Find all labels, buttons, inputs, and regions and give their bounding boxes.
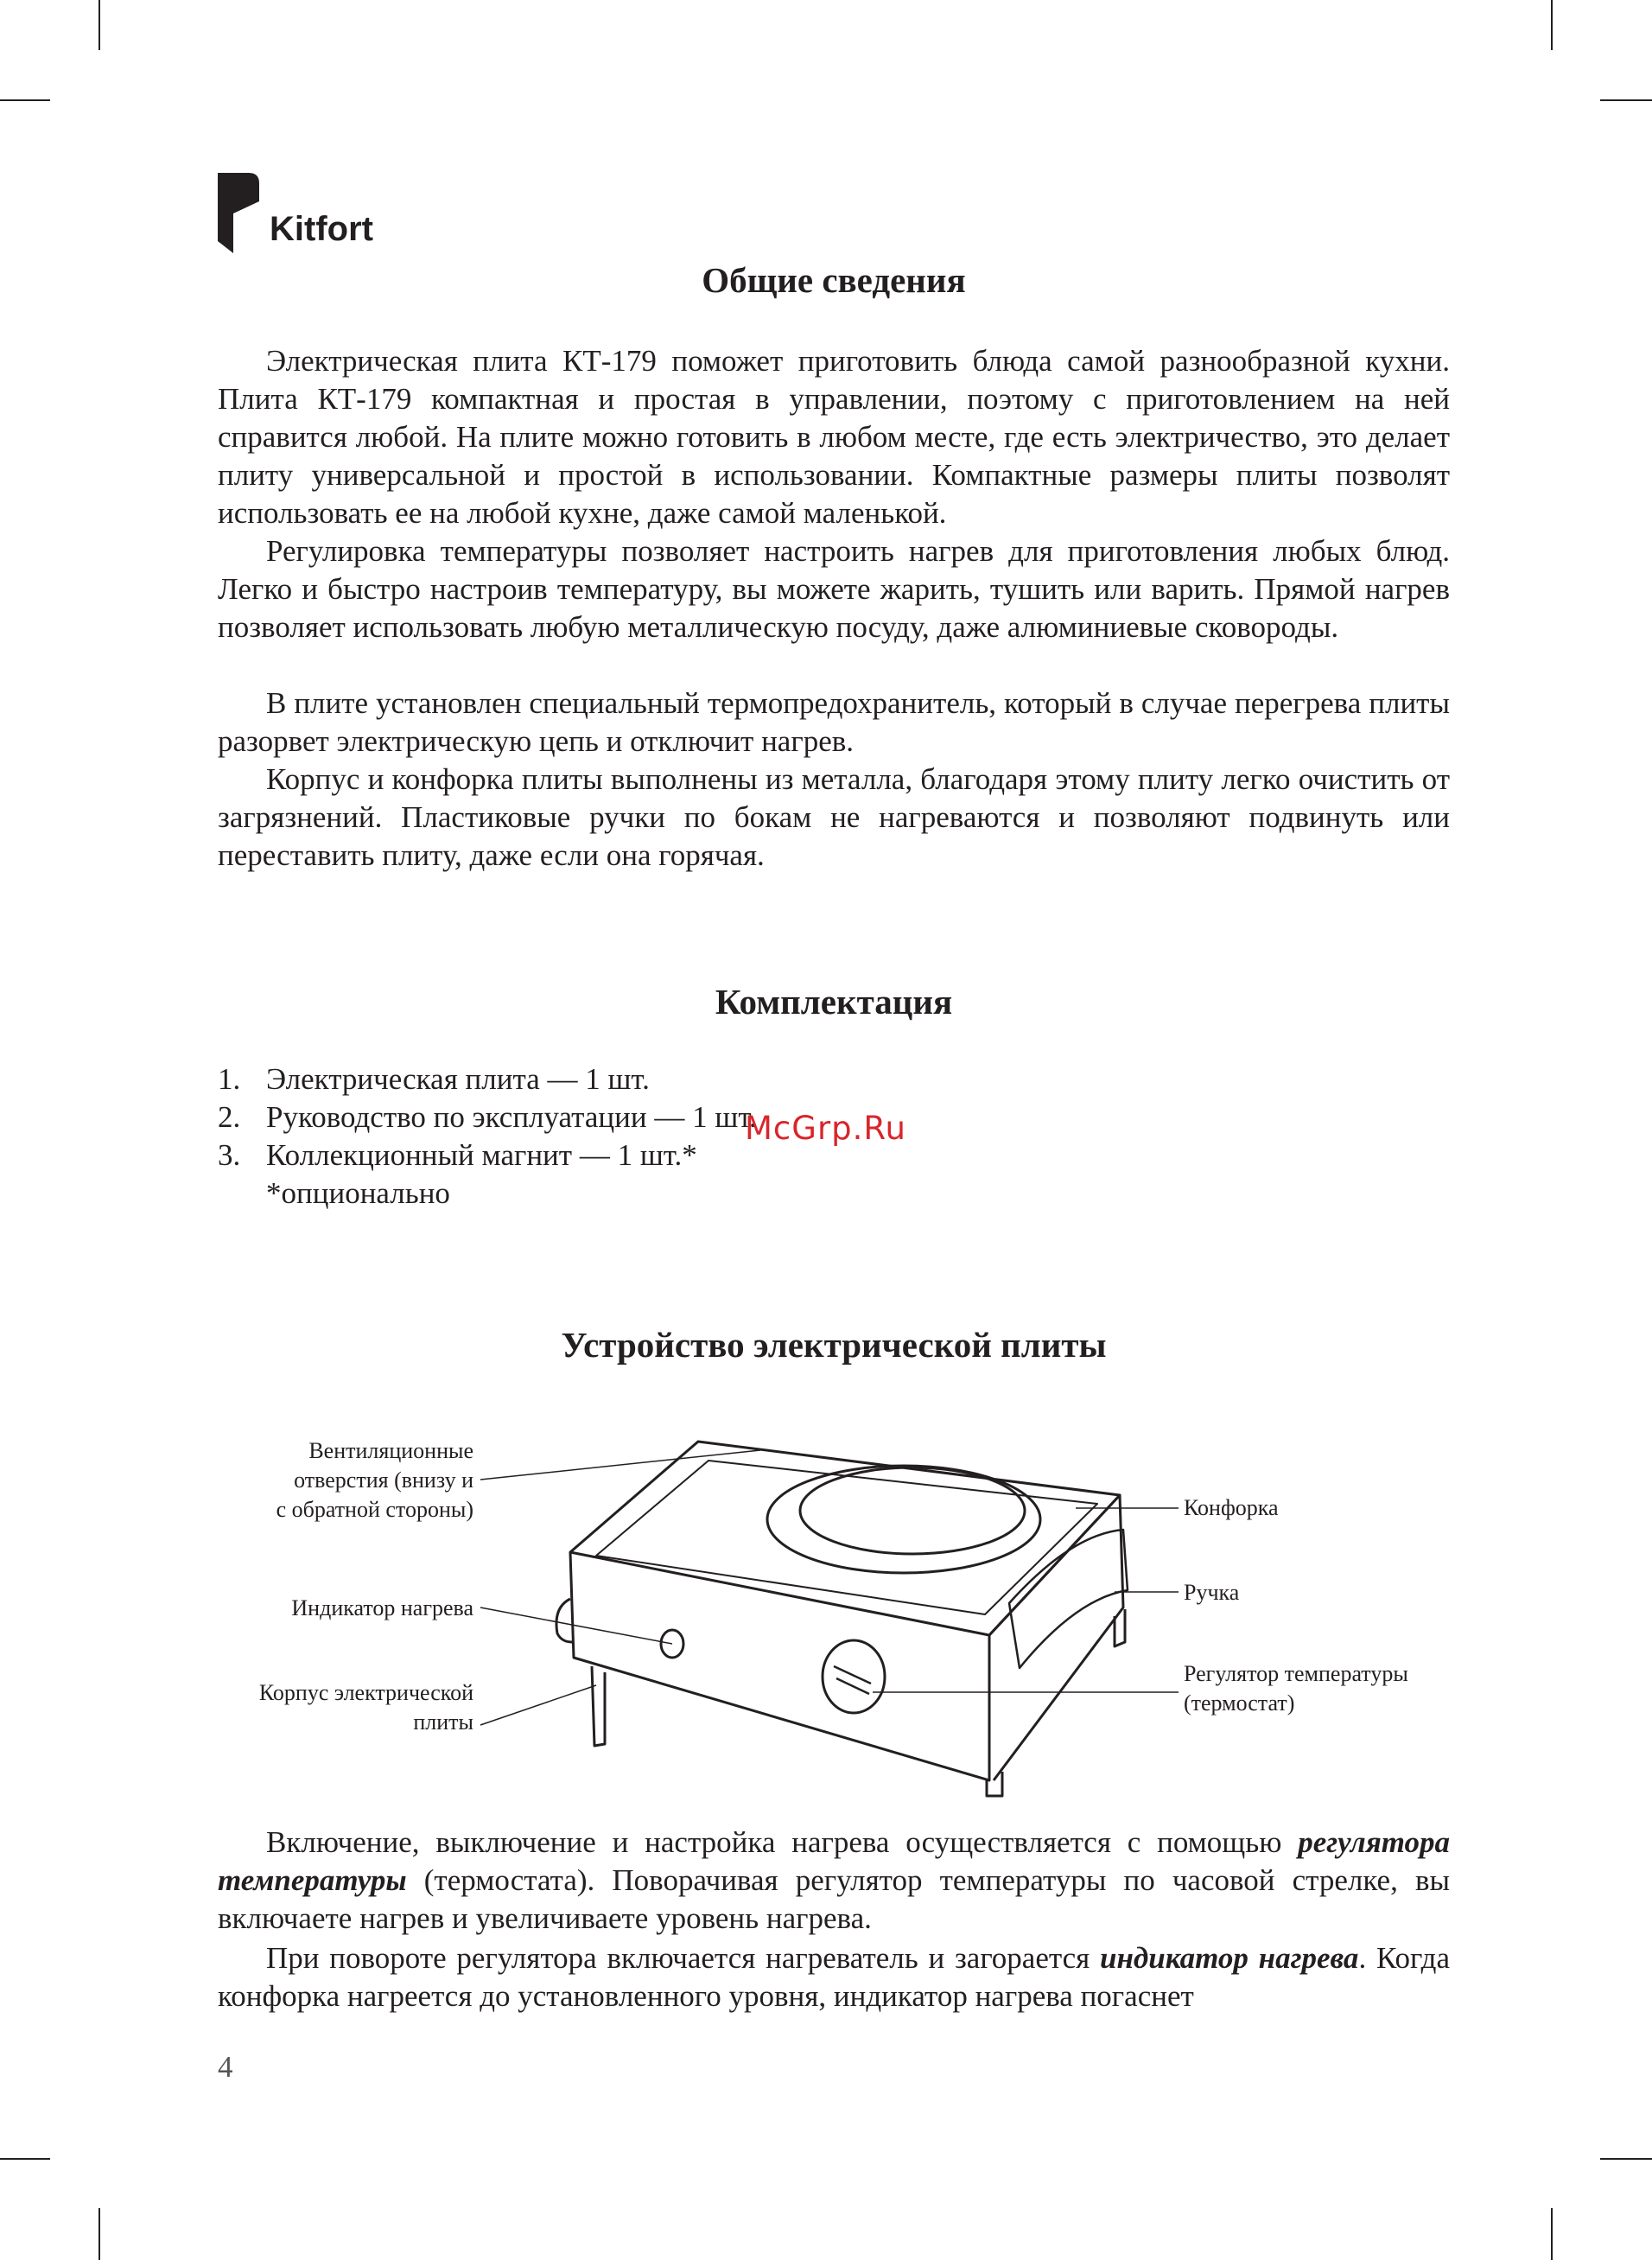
paragraph: Корпус и конфорка плиты выполнены из металла, благодаря этому плиту легко очистить от загрязнений. Пластиковые ручки по бокам не нагреваются и позволяют подвинуть или переставить плиту, даже если она горячая. <box>218 762 1450 872</box>
section-title-contents: Комплектация <box>715 982 953 1022</box>
watermark: McGrp.Ru <box>745 1110 906 1147</box>
paragraph: Электрическая плита КТ-179 поможет приготовить блюда самой разнообразной кухни. Плита КТ-179 компактная и простая в управлении, поэтому с приготовлением на ней справится любой. На плите можно готовить в любом месте, где есть электричество, это делает плиту универсальной и простой в использовании. Компактные размеры плиты позволят использовать ее на любой кухне, даже самой маленькой. <box>218 344 1450 530</box>
brand-name: Kitfort <box>270 210 373 248</box>
crop-mark <box>98 2208 100 2260</box>
paragraph: Включение, выключение и настройка нагрева осуществляется с помощью регулятора температуры (термостата). Поворачивая регулятор температуры по часовой стрелке, вы включаете нагрев и увеличиваете уровень нагрева. <box>218 1825 1450 1935</box>
label-burner: Конфорка <box>1184 1495 1279 1520</box>
list-item: 3. Коллекционный магнит — 1 шт.* <box>218 1138 697 1172</box>
crop-mark <box>0 2158 50 2160</box>
section-title-device: Устройство электрической плиты <box>561 1325 1107 1365</box>
paragraph: В плите установлен специальный термопредохранитель, который в случае перегрева плиты разорвет электрическую цепь и отключит нагрев. <box>218 686 1450 758</box>
page-number: 4 <box>218 2050 233 2084</box>
crop-mark <box>1600 99 1652 101</box>
label-thermostat: Регулятор температуры (термостат) <box>1184 1661 1408 1716</box>
section-title-general: Общие сведения <box>702 260 966 300</box>
crop-mark <box>1600 2158 1652 2160</box>
paragraph: При повороте регулятора включается нагреватель и загорается индикатор нагрева. Когда конфорка нагреется до установленного уровня, индикатор нагрева погаснет <box>218 1941 1451 2013</box>
list-item: 1. Электрическая плита — 1 шт. <box>218 1062 650 1096</box>
label-indicator: Индикатор нагрева <box>291 1595 473 1620</box>
contents-list <box>218 1060 757 1213</box>
crop-mark <box>0 99 50 101</box>
crop-mark <box>1551 0 1553 50</box>
label-body: Корпус электрической плиты <box>258 1680 473 1735</box>
paragraph: Регулировка температуры позволяет настроить нагрев для приготовления любых блюд. Легко и быстро настроив температуру, вы можете жарить, тушить или варить. Прямой нагрев позволяет использовать любую металлическую посуду, даже алюминиевые сковороды. <box>218 534 1450 644</box>
list-item: 2. Руководство по эксплуатации — 1 шт. <box>218 1100 757 1134</box>
label-handle: Ручка <box>1184 1580 1240 1605</box>
contents-note: *опционально <box>266 1176 450 1210</box>
crop-mark <box>98 0 100 50</box>
label-vents: Вентиляционные отверстия (внизу и с обратной стороны) <box>276 1438 473 1522</box>
crop-mark <box>1551 2208 1553 2260</box>
